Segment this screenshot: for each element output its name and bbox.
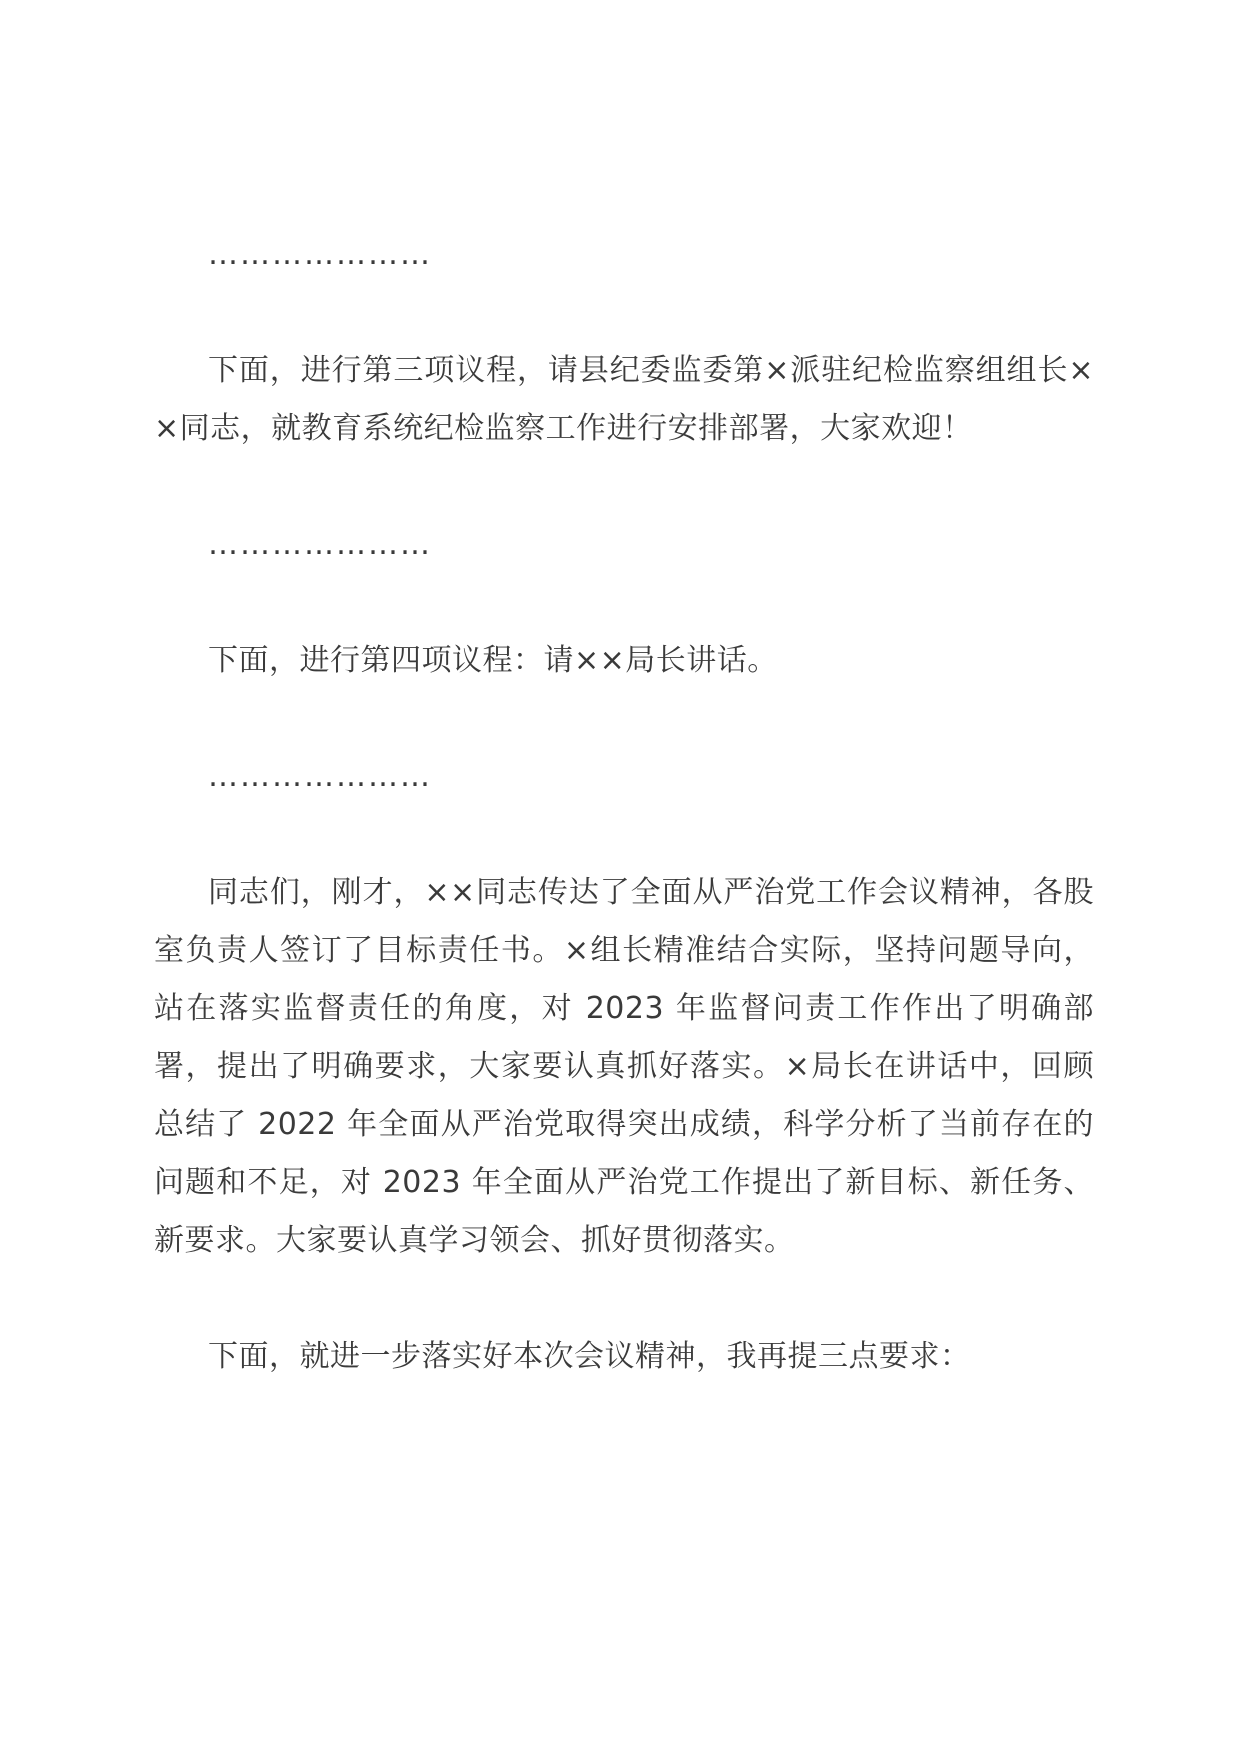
document-body bbox=[154, 226, 1094, 1386]
ellipsis-separator: ………………… bbox=[208, 759, 432, 794]
agenda-item-three-paragraph: 下面，进行第三项议程，请县纪委监委第×派驻纪检监察组组长××同志，就教育系统纪检监察工作进行安排部署，大家欢迎！ bbox=[154, 353, 1094, 446]
ellipsis-separator: ………………… bbox=[208, 527, 432, 562]
summary-paragraph: 同志们，刚才，××同志传达了全面从严治党工作会议精神，各股室负责人签订了目标责任书。×组长精准结合实际，坚持问题导向，站在落实监督责任的角度，对 2023 年监督问责工作作出了明确部署，提出了明确要求，大家要认真抓好落实。×局长在讲话中，回顾总结了 2022 年全面从严治党取得突出成绩，科学分析了当前存在的问题和不足，对 2023 年全面从严治党工作提出了新目标、新任务、新要求。大家要认真学习领会、抓好贯彻落实。 bbox=[154, 875, 1094, 1258]
agenda-item-four-paragraph: 下面，进行第四项议程：请××局长讲话。 bbox=[208, 643, 778, 678]
ellipsis-separator: ………………… bbox=[208, 237, 432, 272]
requirements-intro-paragraph: 下面，就进一步落实好本次会议精神，我再提三点要求： bbox=[208, 1339, 971, 1374]
